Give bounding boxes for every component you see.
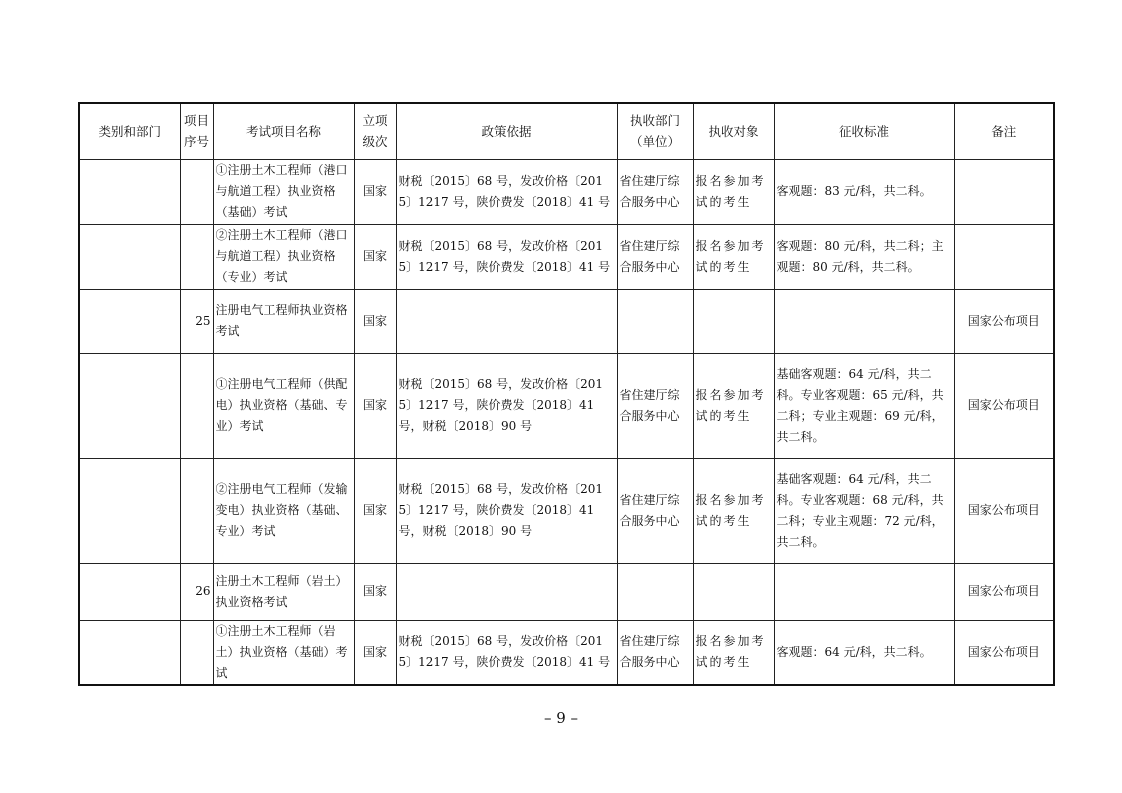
header-dept bbox=[617, 103, 693, 159]
table-row bbox=[79, 563, 1054, 620]
table-row bbox=[79, 458, 1054, 563]
cell-level: 国家 bbox=[354, 458, 396, 563]
header-level-line2: 级次 bbox=[362, 134, 388, 150]
header-seq-line2: 序号 bbox=[183, 134, 209, 150]
cell-level: 国家 bbox=[354, 563, 396, 620]
header-seq bbox=[180, 103, 213, 159]
cell-seq: 25 bbox=[180, 289, 213, 353]
cell-seq bbox=[180, 458, 213, 563]
header-target: 执收对象 bbox=[693, 103, 774, 159]
cell-dept: 省住建厅综合服务中心 bbox=[617, 224, 693, 289]
header-level-line1: 立项 bbox=[362, 113, 388, 129]
cell-name: ①注册土木工程师（港口与航道工程）执业资格（基础）考试 bbox=[213, 159, 354, 224]
cell-basis: 财税〔2015〕68 号，发改价格〔2015〕1217 号，陕价费发〔2018〕41 号 bbox=[396, 620, 617, 685]
cell-category bbox=[79, 458, 180, 563]
cell-standard: 基础客观题：64 元/科，共二科。专业客观题：65 元/科，共二科；专业主观题：69 元/科，共二科。 bbox=[774, 353, 954, 458]
cell-name: 注册电气工程师执业资格考试 bbox=[213, 289, 354, 353]
header-category: 类别和部门 bbox=[79, 103, 180, 159]
cell-target bbox=[693, 563, 774, 620]
cell-dept bbox=[617, 289, 693, 353]
cell-name: ②注册电气工程师（发输变电）执业资格（基础、专业）考试 bbox=[213, 458, 354, 563]
header-seq-line1: 项目 bbox=[183, 113, 209, 129]
cell-target: 报名参加考试的考生 bbox=[693, 620, 774, 685]
page-number: – 9 – bbox=[543, 709, 579, 727]
header-dept-line1: 执收部门 bbox=[629, 113, 680, 129]
cell-category bbox=[79, 159, 180, 224]
cell-remark: 国家公布项目 bbox=[954, 458, 1054, 563]
cell-level: 国家 bbox=[354, 224, 396, 289]
cell-category bbox=[79, 563, 180, 620]
cell-basis bbox=[396, 289, 617, 353]
cell-target bbox=[693, 289, 774, 353]
header-level bbox=[354, 103, 396, 159]
cell-name: ②注册土木工程师（港口与航道工程）执业资格（专业）考试 bbox=[213, 224, 354, 289]
cell-standard: 基础客观题：64 元/科，共二科。专业客观题：68 元/科，共二科；专业主观题：72 元/科，共二科。 bbox=[774, 458, 954, 563]
table-row bbox=[79, 289, 1054, 353]
cell-category bbox=[79, 224, 180, 289]
cell-standard: 客观题：83 元/科，共二科。 bbox=[774, 159, 954, 224]
cell-level: 国家 bbox=[354, 353, 396, 458]
cell-remark bbox=[954, 224, 1054, 289]
cell-level: 国家 bbox=[354, 289, 396, 353]
cell-dept: 省住建厅综合服务中心 bbox=[617, 353, 693, 458]
cell-basis: 财税〔2015〕68 号，发改价格〔2015〕1217 号，陕价费发〔2018〕41 号 bbox=[396, 159, 617, 224]
table-row bbox=[79, 620, 1054, 685]
table-row bbox=[79, 353, 1054, 458]
cell-remark: 国家公布项目 bbox=[954, 353, 1054, 458]
cell-seq bbox=[180, 224, 213, 289]
cell-seq bbox=[180, 353, 213, 458]
cell-dept bbox=[617, 563, 693, 620]
header-row bbox=[79, 103, 1054, 159]
header-name: 考试项目名称 bbox=[213, 103, 354, 159]
cell-standard bbox=[774, 563, 954, 620]
cell-basis: 财税〔2015〕68 号，发改价格〔2015〕1217 号，陕价费发〔2018〕41 号，财税〔2018〕90 号 bbox=[396, 353, 617, 458]
cell-seq bbox=[180, 159, 213, 224]
cell-category bbox=[79, 289, 180, 353]
cell-basis bbox=[396, 563, 617, 620]
cell-name: ①注册电气工程师（供配电）执业资格（基础、专业）考试 bbox=[213, 353, 354, 458]
table-row bbox=[79, 224, 1054, 289]
cell-dept: 省住建厅综合服务中心 bbox=[617, 620, 693, 685]
fee-table bbox=[78, 102, 1055, 686]
cell-category bbox=[79, 620, 180, 685]
cell-remark: 国家公布项目 bbox=[954, 563, 1054, 620]
cell-dept: 省住建厅综合服务中心 bbox=[617, 159, 693, 224]
cell-standard: 客观题：80 元/科，共二科；主观题：80 元/科，共二科。 bbox=[774, 224, 954, 289]
cell-name: 注册土木工程师（岩土）执业资格考试 bbox=[213, 563, 354, 620]
cell-name: ①注册土木工程师（岩土）执业资格（基础）考试 bbox=[213, 620, 354, 685]
header-standard: 征收标准 bbox=[774, 103, 954, 159]
cell-level: 国家 bbox=[354, 620, 396, 685]
cell-remark bbox=[954, 159, 1054, 224]
cell-standard: 客观题：64 元/科，共二科。 bbox=[774, 620, 954, 685]
cell-remark: 国家公布项目 bbox=[954, 289, 1054, 353]
cell-basis: 财税〔2015〕68 号，发改价格〔2015〕1217 号，陕价费发〔2018〕41 号 bbox=[396, 224, 617, 289]
header-basis: 政策依据 bbox=[396, 103, 617, 159]
cell-seq bbox=[180, 620, 213, 685]
cell-dept: 省住建厅综合服务中心 bbox=[617, 458, 693, 563]
table-row bbox=[79, 159, 1054, 224]
header-dept-line2: （单位） bbox=[629, 134, 680, 150]
cell-seq: 26 bbox=[180, 563, 213, 620]
cell-target: 报名参加考试的考生 bbox=[693, 224, 774, 289]
cell-target: 报名参加考试的考生 bbox=[693, 458, 774, 563]
cell-basis: 财税〔2015〕68 号，发改价格〔2015〕1217 号，陕价费发〔2018〕41 号，财税〔2018〕90 号 bbox=[396, 458, 617, 563]
cell-remark: 国家公布项目 bbox=[954, 620, 1054, 685]
cell-level: 国家 bbox=[354, 159, 396, 224]
header-remark: 备注 bbox=[954, 103, 1054, 159]
cell-category bbox=[79, 353, 180, 458]
cell-target: 报名参加考试的考生 bbox=[693, 353, 774, 458]
cell-standard bbox=[774, 289, 954, 353]
cell-target: 报名参加考试的考生 bbox=[693, 159, 774, 224]
